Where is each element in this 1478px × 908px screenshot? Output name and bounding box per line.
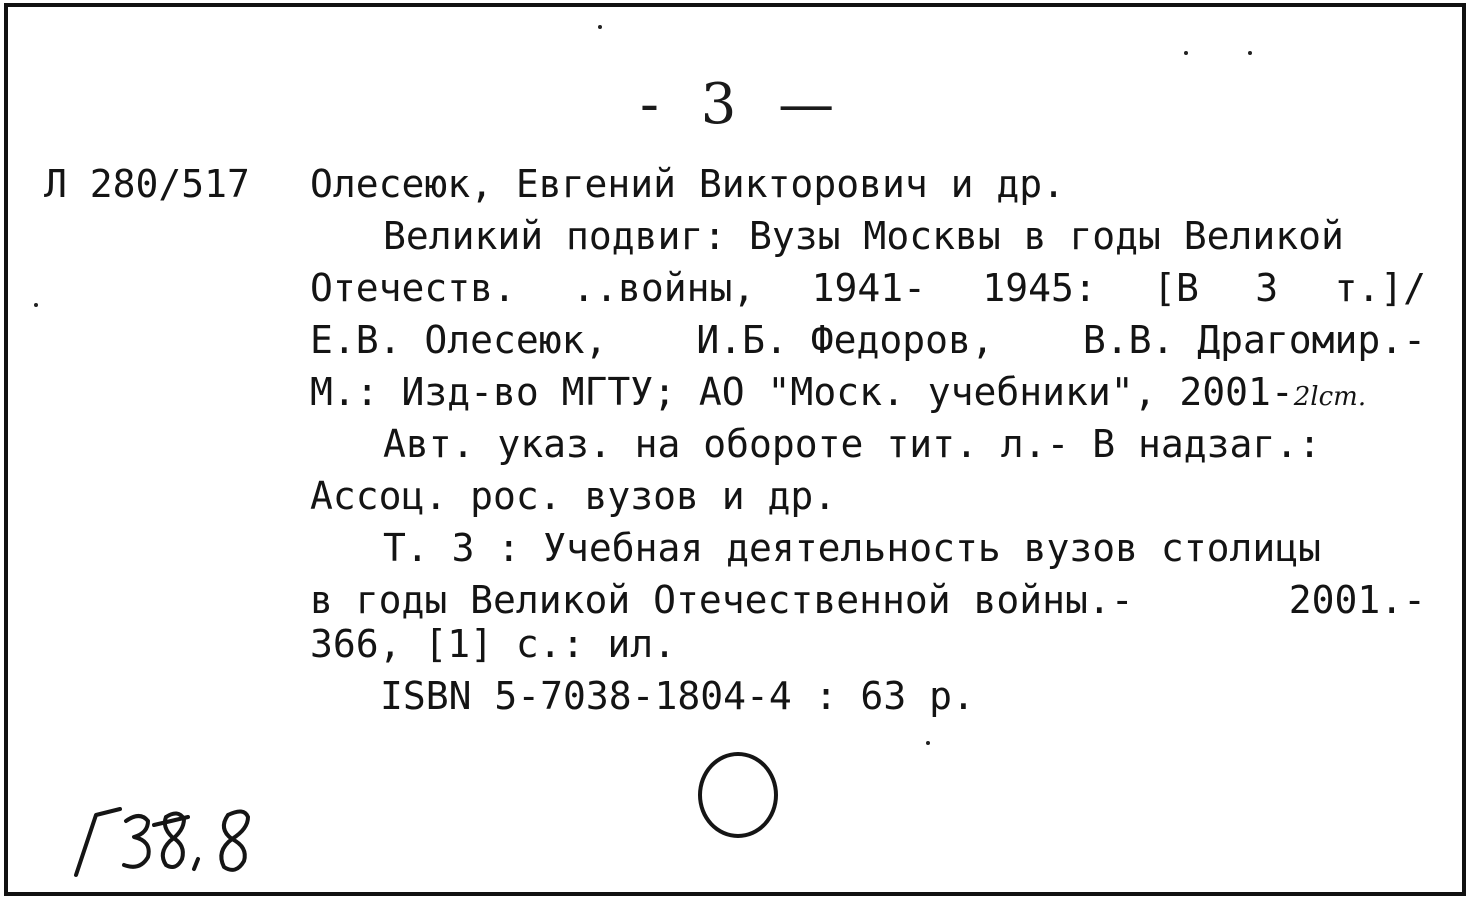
volume-line-1: Т. 3 : Учебная деятельность вузов столицы: [383, 526, 1321, 570]
isbn-line: ISBN 5-7038-1804-4 : 63 р.: [380, 674, 975, 718]
imprint-handwritten: 2lcm.: [1293, 382, 1367, 412]
title-line-3-part: И.Б. Федоров,: [696, 318, 994, 362]
title-line-2-part: т.]/: [1334, 266, 1426, 310]
title-line-2-part: ..войны,: [572, 266, 756, 310]
title-line-2-part: Отечеств.: [310, 266, 516, 310]
title-line-3-part: В.В. Драгомир.-: [1082, 318, 1426, 362]
speck: [34, 303, 38, 307]
author-line: Олесеюк, Евгений Викторович и др.: [310, 162, 1065, 206]
volume-line-2: [310, 578, 1426, 622]
stamp-circle: [698, 752, 778, 838]
imprint-text: М.: Изд-во МГТУ; АО "Моск. учебники", 2001-: [310, 370, 1294, 414]
title-line-2-part: 3: [1255, 266, 1279, 310]
imprint-line: [310, 370, 1367, 414]
title-line-2-part: 1941-: [811, 266, 927, 310]
speck: [1248, 51, 1252, 55]
shelf-mark: Л 280/517: [44, 162, 250, 206]
title-line-2: [310, 266, 1426, 310]
catalog-card: [4, 3, 1466, 896]
title-line-3-part: Е.В. Олесеюк,: [310, 318, 608, 362]
page-number: - 3 —: [640, 72, 847, 137]
speck: [1184, 51, 1188, 55]
note-line-1: Авт. указ. на обороте тит. л.- В надзаг.:: [383, 422, 1321, 466]
volume-line-3: 366, [1] с.: ил.: [310, 622, 677, 666]
speck: [926, 741, 930, 745]
note-line-2: Ассоц. рос. вузов и др.: [310, 474, 837, 518]
title-line-2-part: 1945:: [982, 266, 1097, 310]
speck: [598, 25, 602, 29]
title-line-1: Великий подвиг: Вузы Москвы в годы Великой: [383, 214, 1344, 258]
volume-line-2-part: в годы Великой Отечественной войны.-: [310, 578, 1134, 622]
volume-line-2-part: 2001.-: [1288, 578, 1426, 622]
title-line-2-part: [В: [1153, 266, 1199, 310]
title-line-3: [310, 318, 1426, 362]
handwritten-note-image: [68, 787, 268, 887]
